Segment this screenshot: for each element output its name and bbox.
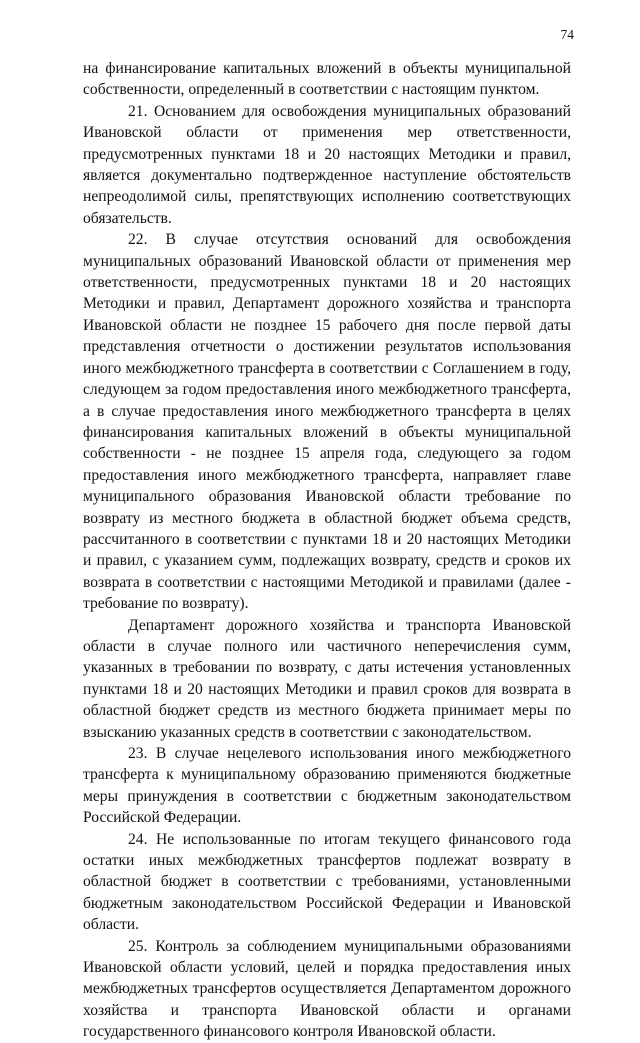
paragraph-item-21: 21. Основанием для освобождения муниципальных образований Ивановской области от применения мер ответственности, предусмотренных пунктами 18 и 20 настоящих Методики и правил, является документально подтвержденное наступление обстоятельств непреодолимой силы, препятствующих исполнению соответствующих обязательств.: [83, 102, 571, 227]
document-body: [83, 58, 571, 1043]
paragraph-continuation: на финансирование капитальных вложений в объекты муниципальной собственности, определенный в соответствии с настоящим пунктом.: [83, 60, 571, 99]
paragraph-item-22: 22. В случае отсутствия оснований для освобождения муниципальных образований Ивановской области от применения мер ответственности, предусмотренных пунктами 18 и 20 настоящих Методики и правил, Департамент дорожного хозяйства и транспорта Ивановской области не позднее 15 рабочего дня после первой даты представления отчетности о достижении результатов использования иного межбюджетного трансферта в соответствии с Соглашением в году, следующем за годом предоставления иного межбюджетного трансферта, а в случае предоставления иного межбюджетного трансферта в целях финансирования капитальных вложений в объекты муниципальной собственности - не позднее 15 апреля года, следующего за годом предоставления иного межбюджетного трансферта, направляет главе муниципального образования Ивановской области требование по возврату из местного бюджета в областной бюджет объема средств, рассчитанного в соответствии с пунктами 18 и 20 настоящих Методики и правил, с указанием сумм, подлежащих возврату, средств и сроков их возврата в соответствии с настоящими Методикой и правилами (далее - требование по возврату).: [83, 231, 571, 613]
paragraph-item-24: 24. Не использованные по итогам текущего финансового года остатки иных межбюджетных трансфертов подлежат возврату в областной бюджет в соответствии с требованиями, установленными бюджетным законодательством Российской Федерации и Ивановской области.: [83, 830, 571, 934]
paragraph-item-23: 23. В случае нецелевого использования иного межбюджетного трансферта к муниципальному образованию применяются бюджетные меры принуждения в соответствии с бюджетным законодательством Российской Федерации.: [83, 745, 571, 827]
page-number: 74: [560, 27, 574, 42]
paragraph-department-recovery: Департамент дорожного хозяйства и транспорта Ивановской области в случае полного или частичного неперечисления сумм, указанных в требовании по возврату, с даты истечения установленных пунктами 18 и 20 настоящих Методики и правил сроков для возврата в областной бюджет средств из местного бюджета принимает меры по взысканию указанных средств в соответствии с законодательством.: [83, 616, 571, 741]
paragraph-item-25: 25. Контроль за соблюдением муниципальными образованиями Ивановской области условий, целей и порядка предоставления иных межбюджетных трансфертов осуществляется Департаментом дорожного хозяйства и транспорта Ивановской области и органами государственного финансового контроля Ивановской области.: [83, 937, 571, 1041]
